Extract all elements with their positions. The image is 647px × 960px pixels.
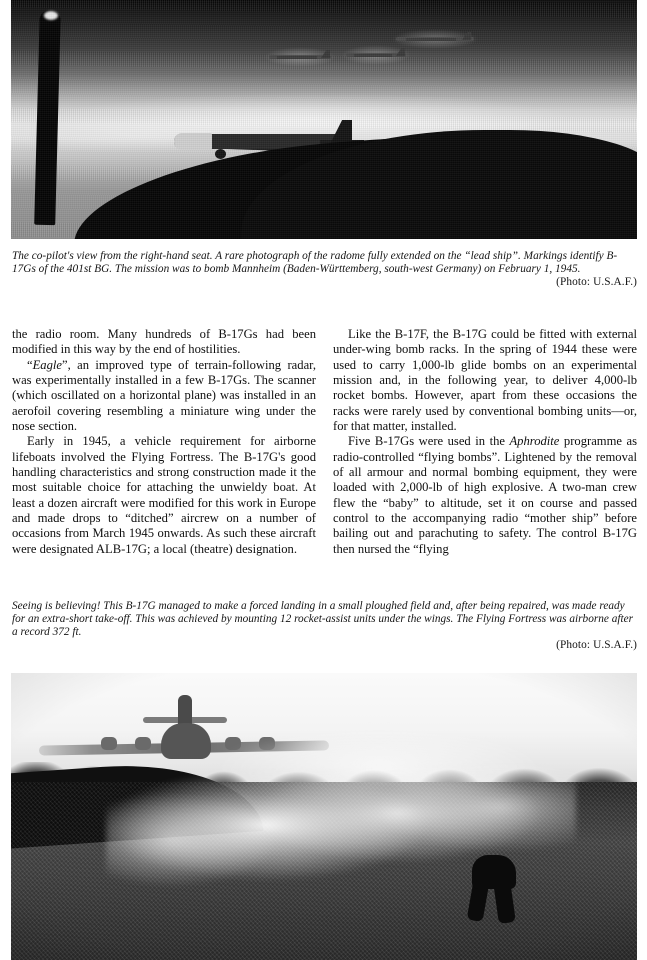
right-column-paragraph bbox=[333, 327, 637, 434]
body-column-left bbox=[12, 327, 316, 557]
text-run: Early in 1945, a vehicle requirement for airborne lifeboats involved the Flying Fortress. The B-17G's good handling characteristics and strong construction made it the most suitable choice for attaching the unwieldy boat. At least a dozen aircraft were modified for this work in Europe and made drops to “ditched” aircrew on a number of occasions from March 1945 onwards. As such these aircraft were designated ALB-17G; a local (theatre) designation. bbox=[12, 434, 316, 556]
left-column-paragraph bbox=[12, 434, 316, 557]
photo-copilot-view bbox=[11, 0, 637, 239]
text-run: “ bbox=[27, 357, 33, 372]
left-column-paragraph bbox=[12, 358, 316, 435]
photo-film-grain bbox=[11, 0, 637, 239]
emphasised-term: Eagle bbox=[32, 357, 62, 372]
left-column-paragraph bbox=[12, 327, 316, 358]
text-run: Like the B-17F, the B-17G could be fitted with external under-wing bomb racks. In the spring of 1944 these were used to carry 1,000-lb glide bombs on an experimental mission and, in the following year, to deliver 4,000-lb rocket bombs. However, apart from these occasions the racks were rarely used by conventional bombing units—or, for that matter, installed. bbox=[333, 327, 637, 434]
caption-top-credit: (Photo: U.S.A.F.) bbox=[556, 275, 637, 288]
photo-rocket-assisted-takeoff bbox=[11, 673, 637, 960]
caption-top bbox=[12, 250, 637, 289]
caption-bottom-text: Seeing is believing! This B-17G managed to make a forced landing in a small ploughed field and, after being repaired, was made ready for an extra-short take-off. This was achieved by mounting 12 rocket-assist units under the wings. The Flying Fortress was airborne after a record 372 ft. bbox=[12, 600, 634, 638]
text-run: programme as radio-controlled “flying bombs”. Lightened by the removal of all armour and normal bombing equipment, they were loaded with 2,000-lb of high explosive. A two-man crew flew the “baby” to altitude, set it on course and passed control to the accompanying radio “mother ship” before bailing out and parachuting to safety. The control B-17G then nursed the “flying bbox=[333, 434, 637, 556]
emphasised-term: Aphrodite bbox=[509, 434, 560, 449]
photo-vignette bbox=[11, 673, 637, 960]
caption-top-text: The co-pilot's view from the right-hand seat. A rare photograph of the radome fully extended on the “lead ship”. Markings identify B-17Gs of the 401st BG. The mission was to bomb Mannheim (Baden-Württemberg, south-west Germany) on February 1, 1945. bbox=[12, 250, 618, 275]
text-run: the radio room. Many hundreds of B-17Gs had been modified in this way by the end of hostilities. bbox=[12, 327, 316, 357]
text-run: ”, an improved type of terrain-following radar, was experimentally installed in a few B-17Gs. The scanner (which oscillated on a horizontal plane) was installed in an aerofoil covering resembling a miniature wing under the nose section. bbox=[12, 357, 316, 434]
body-column-right bbox=[333, 327, 637, 557]
right-column-paragraph bbox=[333, 434, 637, 557]
caption-bottom bbox=[12, 600, 637, 652]
text-run: Five B-17Gs were used in the bbox=[348, 434, 510, 449]
caption-bottom-credit: (Photo: U.S.A.F.) bbox=[556, 638, 637, 651]
